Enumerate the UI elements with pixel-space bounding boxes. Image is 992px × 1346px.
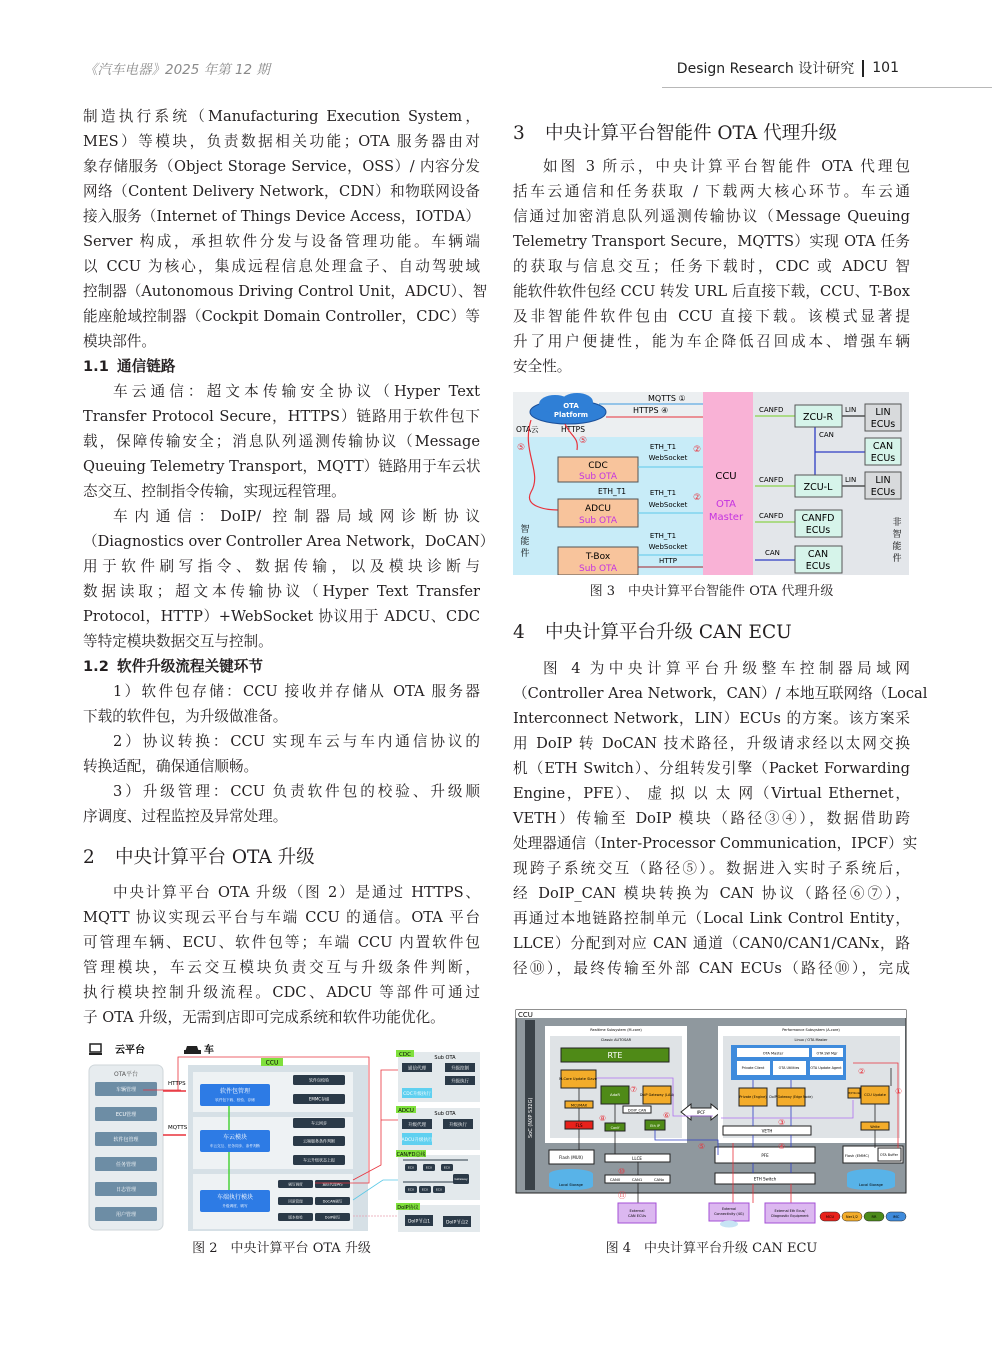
can-ecus-label: CAN [872,441,894,452]
lin-label: LIN [845,406,857,414]
m-core-update-slave: M-Core Update Slave [559,1077,597,1081]
local-storage-label: Local Storage [559,1183,583,1187]
eth-t1-label: ETH_T1 [598,487,627,496]
text-line: 下载的软件包，为升级做准备。 [83,708,288,725]
module-subtitle: 升级调度、刷写 [222,1204,248,1208]
text-line: 升了用户便捷性，能为车企降低召回成本、增强车辆 [513,333,910,350]
legend-label: Ner1/2 [845,1215,859,1219]
text-line: 载，保障传输安全；消息队列遥测传输协议（Message [83,433,480,450]
paragraph [83,779,480,829]
adcu-item: 升级执行 [449,1123,467,1128]
text-line: Server 构成，承担软件分发与设备管理功能。车辆端 [83,233,480,250]
figure-4-caption: 图 4 中央计算平台升级 CAN ECU [605,1241,818,1256]
text-line: 及非智能件软件包由 CCU 直接下载。该模式显著提 [513,308,910,325]
external-eth-ecus: Diagnostic Equipment [771,1214,809,1218]
text-line: 控制器（Autonomous Driving Control Unit，ADCU）、智 [83,283,488,300]
cloud-menu-item: 软件包管理 [113,1136,139,1143]
text-line: 经 DoIP_CAN 模块转换为 CAN 协议（路径⑥⑦）， [513,885,910,902]
section-heading-2 [83,845,480,870]
can-ecus-label: ECUs [870,453,896,464]
path-marker: ④ [778,1142,786,1151]
figure-3-caption: 图 3 中央计算平台智能件 OTA 代理升级 [589,584,834,599]
text-line: Engine，PFE）、 虚 拟 以 太 网（Virtual Ethernet， [513,785,910,802]
left-column [83,104,495,1030]
mp-node-box: M/P Node [847,1092,861,1095]
adcu-sub-ota: Sub OTA [434,1111,456,1117]
doip-gateway-edge-box: DoIP Gateway (Edge Node) [769,1095,813,1099]
text-line: 信通过加密消息队列遥测传输协议（Message Queuing [513,208,910,225]
http-label: HTTP [659,557,677,565]
websocket-label: WebSocket [648,501,688,509]
https-label: HTTPS ④ [633,406,669,415]
doip-node: DoIP节点2 [445,1220,469,1226]
cloud-platform-title: 云平台 [115,1045,145,1056]
can-node: ECU [421,1187,429,1192]
text-line: （Diagnostics over Controller Area Network，DoCAN） [83,533,495,550]
heading-number: 2 [83,847,95,868]
adcu-item: 升级代理 [408,1123,426,1128]
doip-can-box: DOIP_CAN [627,1108,647,1113]
module-subtitle: 车云交互、任务同步、条件判断 [209,1144,261,1148]
path-2-marker: ② [693,445,702,455]
text-line: 制造执行系统（Manufacturing Execution System， [83,108,480,125]
page-number: 101 [872,60,899,76]
text-line: 用 DoIP 转 DoCAN 技术路径，升级请求经以太网交换 [513,735,910,752]
text-line: 数据读取；超文本传输协议（Hyper Text Transfer [83,583,480,600]
figure-2 [83,1040,480,1232]
text-line: 处理器通信（Inter-Processor Communication，IPCF）实 [513,835,918,852]
can-node: ECU [435,1187,443,1192]
cloud-menu-item: 日志管理 [115,1186,137,1193]
header-divider [862,60,864,77]
eth-ip-box: Eth IP [650,1124,660,1128]
header-rule [662,87,992,88]
heading-number: 1.2 [83,658,109,675]
cdc-label: CDC [588,461,608,471]
ota-master-label: Master [708,512,744,523]
cdc-item: CDC升级执行 [403,1092,431,1097]
path-2-marker: ② [693,493,702,503]
ota-utilities-box: OTA Utilities [778,1066,800,1070]
legend-label: IMC [892,1215,900,1219]
text-line: 1）软件包存储：CCU 接收并存储从 OTA 服务器 [113,683,480,700]
ccu-update-box: CCU Update [864,1093,886,1097]
llce-box: LLCE [632,1156,642,1161]
canx-channel: CANx [653,1177,665,1182]
sub-ota-label: Sub OTA [578,472,618,482]
cloud-menu-item: 车辆管理 [115,1086,137,1093]
text-line: 径⑩），最终传输至外部 CAN ECUs（路径⑩），完成 [513,960,910,977]
cdc-item: 升级执行 [451,1079,469,1085]
heading-text: 软件升级流程关键环节 [117,658,263,675]
lin-ecus-label: LIN [875,407,891,418]
flash-emmc-box: Flash (EMMC) [844,1154,870,1158]
paragraph [83,880,480,1030]
heading-text: 中央计算平台升级 CAN ECU [545,622,792,643]
external-can-ecus: CAN ECUs [627,1214,647,1218]
paragraph [513,154,910,379]
figure-4 [513,1008,908,1228]
canfd-ecus-label: CANFD [801,513,835,524]
private-client-box: Private Client [741,1066,765,1070]
pfe-box: PFE [761,1153,769,1158]
right-column-bottom [513,620,928,981]
path-marker: ① [895,1087,903,1096]
veth-box: VETH [761,1128,773,1134]
figure-2-caption: 图 2 中央计算平台 OTA 升级 [192,1241,371,1256]
can-fd-tag: CAN/FD总线 [396,1152,426,1158]
figure-2-diagram [83,1040,480,1232]
ota-master-label: OTA [715,499,737,510]
figure-3-diagram [513,392,909,575]
subsystem-inner-title: Classic AUTOSAR [600,1038,632,1042]
ota-platform-label: OTA平台 [113,1071,139,1078]
figure-3 [513,392,909,575]
function-item: EMMC存储 [308,1096,330,1102]
text-line: 2）协议转换：CCU 实现车云与车内通信协议的 [113,733,480,750]
text-line: Interconnect Network，LIN）ECUs 的方案。该方案采 [513,710,910,727]
doip-tag: DoIP协议 [397,1205,419,1211]
cloud-menu-item: ECU管理 [115,1111,137,1118]
path-marker: ③ [778,1118,786,1127]
rte-label: RTE [607,1051,623,1060]
vehicle-title: 车 [204,1045,214,1056]
autosar-box: AdaR [610,1092,620,1097]
cloud-menu-item: 任务管理 [115,1161,137,1168]
private-engine-box: Private (Engine) [739,1095,767,1099]
text-line: 模块部件。 [83,333,156,350]
doip-gateway-box: DoIP Gateway (LAN) [639,1093,675,1097]
mqtts-label: MQTTS [168,1125,188,1131]
exec-item: 通信代理WS [322,1182,343,1187]
cloud-icon [720,1221,738,1228]
lin-ecus-label: LIN [875,475,891,486]
text-line: Telemetry Transport Secure，MQTTS）实现 OTA 任务 [513,233,910,250]
path-marker: ⑤ [698,1142,706,1151]
cloud-menu-item: 用户管理 [115,1211,137,1218]
can-label: CAN [765,549,780,557]
non-smart-label: 智 [892,530,902,540]
sub-ota-label: Sub OTA [578,564,618,574]
path-marker: ⑥ [663,1111,671,1120]
canif-box: CanIf [610,1126,620,1130]
cloud-label: Platform [553,411,589,419]
module-title: 软件包管理 [219,1088,251,1095]
section-heading-3 [513,121,910,146]
function-item: 车云同步 [311,1120,327,1126]
text-line: 能座舱域控制器（Cockpit Domain Controller，CDC）等 [83,308,480,325]
text-line: 网络（Content Delivery Network，CDN）和物联网设备 [83,183,480,200]
section-heading-1-1 [83,354,480,379]
text-line: 车云通信：超文本传输安全协议（Hyper Text [113,383,480,400]
ota-update-agent-box: OTA Update Agent [810,1066,842,1070]
text-line: 图 4 为中央计算平台升级整车控制器局域网 [543,660,910,677]
can-ecus-label: CAN [807,549,829,560]
cdc-item: 升级控制 [451,1066,469,1072]
path-marker: ⑦ [630,1085,638,1094]
legend-label: MCU [825,1215,835,1219]
cdc-tag: CDC [399,1052,411,1058]
smart-parts-label: 智 [520,525,530,535]
text-line: 以 CCU 为核心，集成远程信息处理盒子、自动驾驶域 [83,258,480,275]
paragraph [83,504,495,654]
text-line: 序调度、过程监控及异常处理。 [83,808,288,825]
ota-cloud-label: OTA云 [516,425,539,434]
lin-ecus-label: ECUs [870,419,896,430]
heading-number: 1.1 [83,358,109,375]
paragraph [83,729,480,779]
path-marker: ② [858,1067,866,1076]
text-line: 等特定模块数据交互与控制。 [83,633,273,650]
can0-channel: CAN0 [609,1177,621,1182]
heading-text: 中央计算平台智能件 OTA 代理升级 [545,123,838,144]
can-node: ECU [443,1165,451,1170]
path-marker: ⑪ [618,1191,626,1200]
text-line: 3）升级管理：CCU 负责软件包的校验、升级顺 [113,783,480,800]
can1-channel: CAN1 [631,1177,643,1182]
subsystem-title: Performance Subsystem (A-core) [782,1028,840,1032]
text-line: 象存储服务（Object Storage Service，OSS）/ 内容分发 [83,158,480,175]
write-box: Write [870,1125,880,1129]
paragraph [83,379,480,504]
ccu-zone [703,392,753,575]
can-node: ECU [407,1165,415,1170]
text-line: 用于软件刷写指令、数据传输，以及模块诊断与 [83,558,480,575]
canfd-ecus-label: ECUs [805,525,831,536]
smart-parts-label: 能 [520,537,530,547]
can-node: ECU [425,1165,433,1170]
doip-node: DoIP节点1 [407,1219,431,1225]
tbox-label: T-Box [585,552,611,562]
smart-parts-label: 件 [520,549,530,559]
can-ecus-label: ECUs [805,561,831,572]
subsystem-title: Realtime Subsystem (M-core) [590,1028,642,1032]
heading-number: 3 [513,123,525,144]
eth-t1-label: ETH_T1 [649,532,677,540]
adcu-label: ADCU [585,504,611,514]
text-line: 再通过本地链路控制单元（Local Link Control Entity， [513,910,910,927]
canfd-label: CANFD [759,476,784,484]
subsystem-inner-title: Linux / OTA Master [794,1038,828,1042]
text-line: 管理模块，车云交互模块负责交互与升级条件判断， [83,959,480,976]
text-line: 态交互、控制指令传输，实现远程管理。 [83,483,346,500]
legend-label: RR [871,1215,877,1219]
websocket-label: WebSocket [648,543,688,551]
lin-label: LIN [845,476,857,484]
mqtts-label: MQTTS ① [648,394,686,403]
function-item: 云端服务条件判断 [303,1138,335,1144]
cdc-sub-ota: Sub OTA [434,1055,456,1061]
paragraph [83,104,488,354]
external-connectivity: Connectivity (4G) [714,1212,744,1216]
text-line: 括车云通信和任务获取 / 下载两大核心环节。车云通 [513,183,910,200]
zcu-r-label: ZCU-R [802,412,834,423]
cloud-label: OTA [563,402,579,410]
text-line: MES）等模块，负责数据相关功能；OTA 服务器由对 [83,133,480,150]
text-line: LLCE）分配到对应 CAN 通道（CAN0/CAN1/CANx，路 [513,935,910,952]
lin-ecus-label: ECUs [870,487,896,498]
function-item: 车云升级状态上报 [303,1157,335,1163]
eth-t1-label: ETH_T1 [649,443,677,451]
fls-box: FLS [575,1123,583,1128]
zcu-l-label: ZCU-L [803,482,833,493]
external-eth-ecus: External Eth Ecus/ [774,1209,806,1213]
module-title: 车端执行模块 [216,1194,254,1201]
path-5-marker: ⑤ [517,443,526,453]
path-5-marker: ⑤ [579,436,588,446]
flash-mux-box: Flash (MUX) [559,1155,583,1160]
ccu-label: CCU [715,471,737,482]
text-line: 如图 3 所示，中央计算平台智能件 OTA 代理包 [543,158,910,175]
text-line: （Controller Area Network，CAN）/ 本地互联网络（Local [513,685,928,702]
figure-4-diagram [513,1008,908,1228]
ota-master-box: OTA Master [762,1051,784,1056]
function-item: 软件包校验 [309,1077,329,1083]
module-subtitle: 软件包下载、校验、存储 [215,1098,255,1102]
ota-buffer-box: OTA Buffer [879,1153,899,1157]
exec-item: DoIP刷写 [324,1215,341,1220]
ccu-label: CCU [518,1011,533,1019]
mcumax-box: MCUMAX [570,1103,588,1108]
text-line: 安全性。 [513,358,572,375]
external-can-ecus: External [629,1209,645,1213]
paragraph [83,679,480,729]
heading-text: 通信链路 [117,358,176,375]
section-heading-4 [513,620,910,645]
cdc-item: 通信代理 [408,1066,426,1072]
exec-item: 版本校验 [288,1215,303,1220]
non-smart-label: 非 [892,518,902,528]
journal-issue: 《汽车电器》2025 年第 12 期 [84,62,270,78]
text-line: 中央计算平台 OTA 升级（图 2）是通过 HTTPS、 [113,884,480,901]
https-cdc-label: HTTPS [561,425,585,434]
can-node: ECU [407,1187,415,1192]
text-line: 机（ETH Switch）、分组转发引擎（Packet Forwarding [513,760,910,777]
section-title: Design Research 设计研究 [676,61,855,77]
text-line: MQTT 协议实现云平台与车端 CCU 的通信。OTA 平台 [83,909,480,926]
ipcf-label: IPCF [696,1110,706,1115]
heading-number: 4 [513,622,525,643]
sub-ota-label: Sub OTA [578,516,618,526]
soc-label: SoC (NXP S32G) [528,1097,534,1138]
text-line: Queuing Telemetry Transport，MQTT）链路用于车云状 [83,458,481,475]
canfd-label: CANFD [759,406,784,414]
text-line: 子 OTA 升级，无需到店即可完成系统和软件功能优化。 [83,1009,445,1026]
text-line: 能软件软件包经 CCU 转发 URL 后直接下载，CCU、T-Box [513,283,910,300]
adcu-item: ADCU升级执行 [401,1138,433,1143]
ota-sw-mgr-box: OTA SW Mgr [816,1051,838,1056]
can-label: CAN [819,431,834,439]
text-line: VETH）传输至 DoIP 模块（路径③④），数据借助跨 [513,810,910,827]
text-line: Protocol，HTTP）+WebSocket 协议用于 ADCU、CDC [83,608,480,625]
exec-item: 回滚管理 [288,1199,303,1204]
running-header [677,58,899,78]
paragraph [513,656,928,981]
adcu-tag: ADCU [398,1108,414,1114]
heading-text: 中央计算平台 OTA 升级 [115,847,315,868]
exec-item: 刷写调度 [288,1182,303,1187]
text-line: 现跨子系统交互（路径⑤）。数据进入实时子系统后， [513,860,910,877]
right-column-top [513,121,910,379]
text-line: 执行模块控制升级流程。CDC、ADCU 等部件可通过 [83,984,480,1001]
local-storage-label: Local Storage [859,1183,883,1187]
text-line: Transfer Protocol Secure，HTTPS）链路用于软件包下 [83,408,480,425]
eth-t1-label: ETH_T1 [649,489,677,497]
path-marker: ⑧ [599,1114,607,1123]
eth-switch-box: ETH Switch [753,1176,777,1182]
ccu-tag-label: CCU [265,1059,279,1067]
text-line: 的获取与信息交互；任务下载时，CDC 或 ADCU 智 [513,258,910,275]
module-title: 车云模块 [222,1134,248,1141]
non-smart-label: 件 [892,554,902,564]
exec-item: DoCAN刷写 [322,1199,343,1204]
can-node: Gateway [454,1177,468,1182]
text-line: 接入服务（Internet of Things Device Access，IOTDA） [83,208,480,225]
text-line: 车内通信：DoIP/ 控制器局域网诊断协议 [113,508,480,525]
non-smart-label: 能 [892,542,902,552]
canfd-label: CANFD [759,512,784,520]
external-connectivity: External [721,1207,737,1211]
text-line: 转换适配，确保通信顺畅。 [83,758,259,775]
section-heading-1-2 [83,654,480,679]
path-marker: ⑩ [618,1167,626,1176]
https-label: HTTPS [168,1081,186,1087]
websocket-label: WebSocket [648,454,688,462]
text-line: 可管理车辆、ECU、软件包等；车端 CCU 内置软件包 [83,934,480,951]
